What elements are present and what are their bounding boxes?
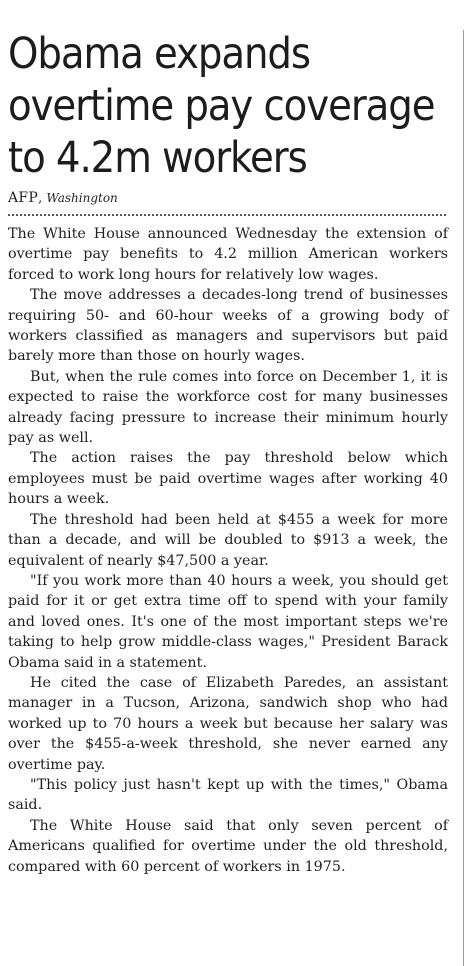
byline-separator: , xyxy=(38,191,47,206)
byline-location: Washington xyxy=(46,191,118,205)
dotted-divider xyxy=(8,214,446,216)
paragraph: The threshold had been held at $455 a week for more than a decade, and will be doubled to $913 a week, the equivalent of nearly $47,500 a year. xyxy=(8,511,448,569)
article-body xyxy=(8,224,448,877)
paragraph: The move addresses a decades-long trend of businesses requiring 50- and 60-hour weeks of a growing body of workers classified as managers and supervisors but paid barely more than those on hourly wages. xyxy=(8,287,448,365)
article xyxy=(8,28,448,877)
byline-agency: AFP xyxy=(8,190,39,206)
headline: Obama expands overtime pay coverage to 4.2m workers xyxy=(8,29,435,183)
paragraph: The White House announced Wednesday the extension of overtime pay benefits to 4.2 million American workers forced to work long hours for relatively low wages. xyxy=(8,226,448,283)
paragraph: The White House said that only seven percent of Americans qualified for overtime under the old threshold, compared with 60 percent of workers in 1975. xyxy=(8,817,448,875)
paragraph: He cited the case of Elizabeth Paredes, an assistant manager in a Tucson, Arizona, sandwich shop who had worked up to 70 hours a week but because her salary was over the $455-a-week threshold, she never earned any overtime pay. xyxy=(8,674,448,773)
paragraph: "This policy just hasn't kept up with the times," Obama said. xyxy=(8,776,448,814)
paragraph: "If you work more than 40 hours a week, you should get paid for it or get extra time off to spend with your family and loved ones. It's one of the most important steps we're taking to help grow middle-class wages," President Barack Obama said in a statement. xyxy=(8,572,448,671)
column-divider xyxy=(463,30,464,966)
paragraph: But, when the rule comes into force on December 1, it is expected to raise the workforce cost for many businesses already facing pressure to increase their minimum hourly pay as well. xyxy=(8,368,448,447)
paragraph: The action raises the pay threshold below which employees must be paid overtime wages after working 40 hours a week. xyxy=(8,450,448,508)
byline xyxy=(8,190,448,208)
